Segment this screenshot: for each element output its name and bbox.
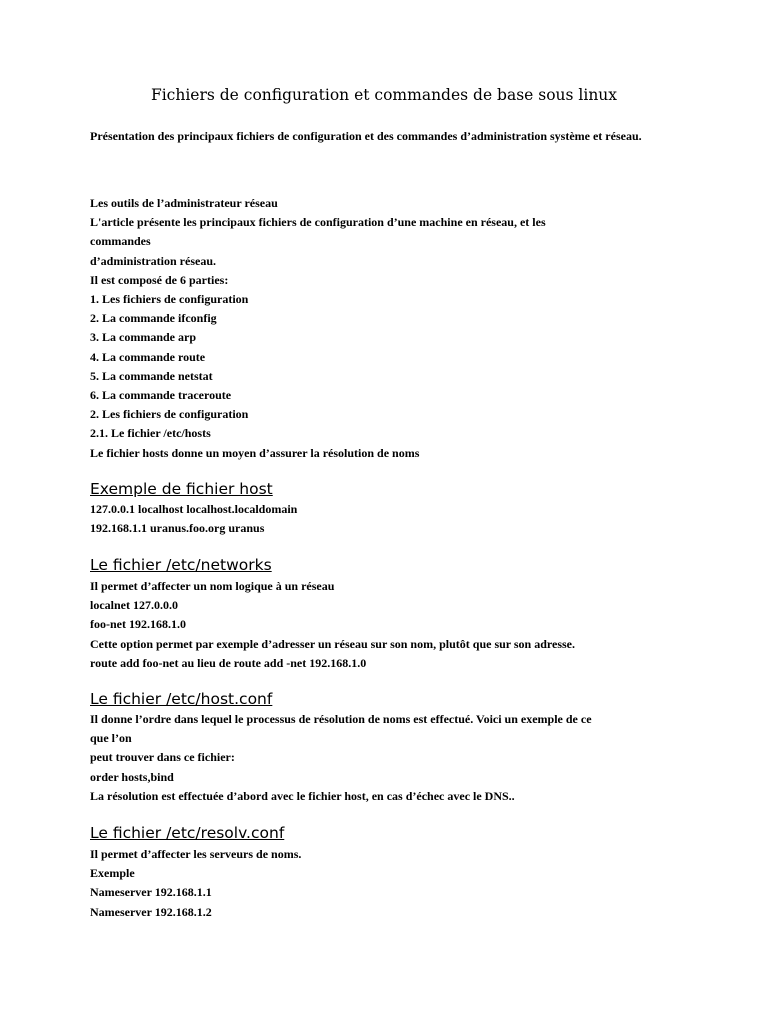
intro-paragraph: Présentation des principaux fichiers de configuration et des commandes d’administration système et réseau.: [90, 129, 642, 143]
text-line: Cette option permet par exemple d’adresser un réseau sur son nom, plutôt que sur son adresse.: [90, 636, 576, 651]
list-item: 5. La commande netstat: [90, 368, 213, 383]
text-line: L'article présente les principaux fichiers de configuration d’une machine en réseau, et les: [90, 215, 546, 230]
code-line: order hosts,bind: [90, 769, 174, 784]
text-line: d’administration réseau.: [90, 253, 216, 268]
code-line: 127.0.0.1 localhost localhost.localdomain: [90, 502, 298, 516]
text-line: peut trouver dans ce fichier:: [90, 750, 235, 765]
text-line: route add foo-net au lieu de route add -net 192.168.1.0: [90, 655, 367, 670]
code-line: 192.168.1.1 uranus.foo.org uranus: [90, 521, 265, 536]
section-resolv: [90, 845, 690, 922]
heading-networks: Le fichier /etc/networks: [90, 556, 272, 574]
section-host-example: [90, 500, 690, 538]
heading-resolv: Le fichier /etc/resolv.conf: [90, 824, 285, 842]
text-line: Il donne l’ordre dans lequel le processus de résolution de noms est effectué. Voici un exemple de ce: [90, 712, 592, 726]
code-line: localnet 127.0.0.0: [90, 598, 178, 613]
list-item: 2. La commande ifconfig: [90, 311, 217, 326]
code-line: Nameserver 192.168.1.1: [90, 885, 212, 900]
list-item: 1. Les fichiers de configuration: [90, 292, 249, 307]
list-item: 3. La commande arp: [90, 330, 196, 345]
text-line: La résolution est effectuée d’abord avec le fichier host, en cas d’échec avec le DNS..: [90, 788, 515, 803]
section-networks: [90, 577, 690, 673]
text-line: Il permet d’affecter un nom logique à un réseau: [90, 579, 335, 593]
heading-hostconf: Le fichier /etc/host.conf: [90, 690, 273, 708]
text-line: 2. Les fichiers de configuration: [90, 407, 249, 422]
list-item: 4. La commande route: [90, 349, 206, 364]
section-overview: [90, 194, 690, 463]
text-line: Il permet d’affecter les serveurs de noms.: [90, 847, 302, 861]
list-item: 6. La commande traceroute: [90, 388, 232, 403]
code-line: Nameserver 192.168.1.2: [90, 904, 212, 919]
text-line: Les outils de l’administrateur réseau: [90, 196, 278, 210]
text-line: Le fichier hosts donne un moyen d’assurer la résolution de noms: [90, 445, 420, 460]
code-line: foo-net 192.168.1.0: [90, 617, 186, 632]
text-line: Exemple: [90, 866, 135, 881]
text-line: que l’on: [90, 731, 132, 746]
text-line: Il est composé de 6 parties:: [90, 272, 229, 287]
section-hostconf: [90, 710, 690, 806]
text-line: 2.1. Le fichier /etc/hosts: [90, 426, 211, 441]
text-line: commandes: [90, 234, 151, 249]
heading-host-example: Exemple de fichier host: [90, 480, 273, 498]
document-title: Fichiers de configuration et commandes de base sous linux: [150, 86, 618, 104]
